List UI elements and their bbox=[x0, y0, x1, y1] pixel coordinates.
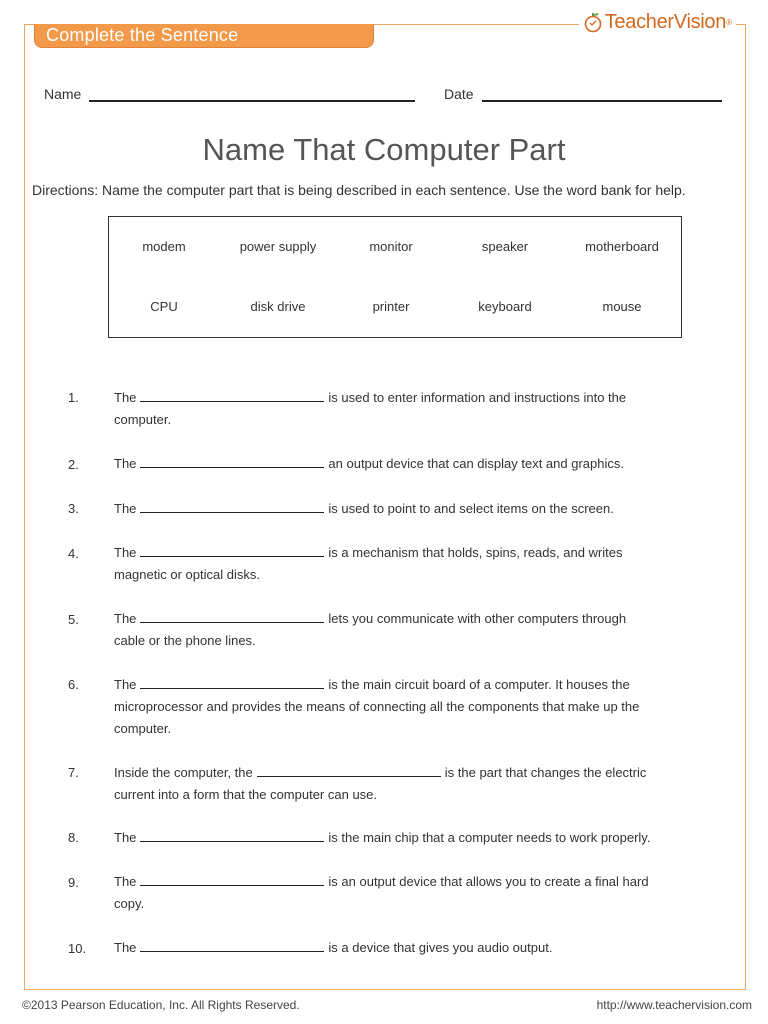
question-text: The bbox=[114, 940, 137, 955]
question-text: Inside the computer, the bbox=[114, 765, 253, 780]
page-title: Name That Computer Part bbox=[202, 132, 566, 167]
question-text: is the part that changes the electric bbox=[444, 765, 647, 780]
question-text: The bbox=[114, 456, 137, 471]
question-text: is the main chip that a computer needs to work properly. bbox=[328, 830, 651, 845]
question-number: 4. bbox=[68, 546, 79, 561]
answer-blank[interactable] bbox=[140, 545, 324, 557]
question-number: 10. bbox=[68, 941, 87, 956]
question-5 bbox=[114, 608, 694, 652]
answer-blank[interactable] bbox=[257, 765, 441, 777]
teachervision-logo[interactable] bbox=[579, 8, 736, 36]
word-bank-item: disk drive bbox=[250, 299, 306, 314]
question-text: The bbox=[114, 390, 137, 405]
word-bank-item: mouse bbox=[602, 299, 642, 314]
date-label: Date bbox=[444, 86, 474, 102]
question-text: The bbox=[114, 677, 137, 692]
question-text: current into a form that the computer can use. bbox=[114, 787, 378, 802]
date-field[interactable] bbox=[444, 86, 722, 102]
directions: Directions: Name the computer part that is being described in each sentence. Use the word bank for help. bbox=[32, 182, 686, 198]
question-text: The bbox=[114, 501, 137, 516]
apple-icon bbox=[583, 11, 603, 33]
answer-blank[interactable] bbox=[140, 501, 324, 513]
question-text: computer. bbox=[114, 721, 172, 736]
question-text: an output device that can display text and graphics. bbox=[328, 456, 624, 471]
question-number: 5. bbox=[68, 612, 79, 627]
word-bank-item: monitor bbox=[369, 239, 413, 254]
question-number: 6. bbox=[68, 677, 79, 692]
word-bank bbox=[108, 216, 682, 338]
question-text: microprocessor and provides the means of connecting all the components that make up the bbox=[114, 699, 640, 714]
question-6 bbox=[114, 674, 694, 740]
question-text: is a device that gives you audio output. bbox=[328, 940, 553, 955]
question-1 bbox=[114, 387, 694, 431]
answer-blank[interactable] bbox=[140, 874, 324, 886]
header-tab-label: Complete the Sentence bbox=[46, 25, 239, 45]
answer-blank[interactable] bbox=[140, 830, 324, 842]
answer-blank[interactable] bbox=[140, 677, 324, 689]
question-text: is the main circuit board of a computer. It houses the bbox=[328, 677, 630, 692]
logo-registered-mark: ® bbox=[726, 17, 732, 27]
question-text: cable or the phone lines. bbox=[114, 633, 256, 648]
question-text: The bbox=[114, 830, 137, 845]
question-text: The bbox=[114, 611, 137, 626]
date-line[interactable] bbox=[482, 100, 722, 102]
question-text: is a mechanism that holds, spins, reads, and writes bbox=[328, 545, 623, 560]
question-8 bbox=[114, 827, 694, 849]
question-text: computer. bbox=[114, 412, 172, 427]
word-bank-item: CPU bbox=[150, 299, 178, 314]
question-number: 9. bbox=[68, 875, 79, 890]
footer-link[interactable]: http://www.teachervision.com bbox=[596, 998, 752, 1012]
question-number: 3. bbox=[68, 501, 79, 516]
question-2 bbox=[114, 453, 694, 475]
name-field[interactable] bbox=[44, 86, 415, 102]
question-7 bbox=[114, 762, 694, 806]
word-bank-item: motherboard bbox=[585, 239, 659, 254]
logo-text: TeacherVision bbox=[604, 10, 727, 33]
word-bank-item: power supply bbox=[239, 239, 317, 254]
question-text: is used to enter information and instructions into the bbox=[328, 390, 627, 405]
question-text: The bbox=[114, 874, 137, 889]
question-3 bbox=[114, 498, 694, 520]
question-text: is an output device that allows you to create a final hard bbox=[328, 874, 649, 889]
word-bank-item: printer bbox=[372, 299, 410, 314]
answer-blank[interactable] bbox=[140, 456, 324, 468]
question-number: 1. bbox=[68, 390, 79, 405]
question-10 bbox=[114, 937, 694, 959]
copyright-text: ©2013 Pearson Education, Inc. All Rights Reserved. bbox=[22, 998, 300, 1012]
word-bank-item: keyboard bbox=[478, 299, 532, 314]
answer-blank[interactable] bbox=[140, 940, 324, 952]
question-text: is used to point to and select items on the screen. bbox=[328, 501, 614, 516]
question-number: 2. bbox=[68, 457, 79, 472]
name-line[interactable] bbox=[89, 100, 415, 102]
question-text: copy. bbox=[114, 896, 145, 911]
name-label: Name bbox=[44, 86, 82, 102]
question-number: 7. bbox=[68, 765, 79, 780]
question-number: 8. bbox=[68, 830, 79, 845]
question-9 bbox=[114, 871, 694, 915]
question-text: lets you communicate with other computers through bbox=[328, 611, 627, 626]
question-text: The bbox=[114, 545, 137, 560]
word-bank-item: speaker bbox=[481, 239, 529, 254]
answer-blank[interactable] bbox=[140, 390, 324, 402]
question-4 bbox=[114, 542, 694, 586]
word-bank-item: modem bbox=[142, 239, 186, 254]
answer-blank[interactable] bbox=[140, 611, 324, 623]
question-text: magnetic or optical disks. bbox=[114, 567, 260, 582]
